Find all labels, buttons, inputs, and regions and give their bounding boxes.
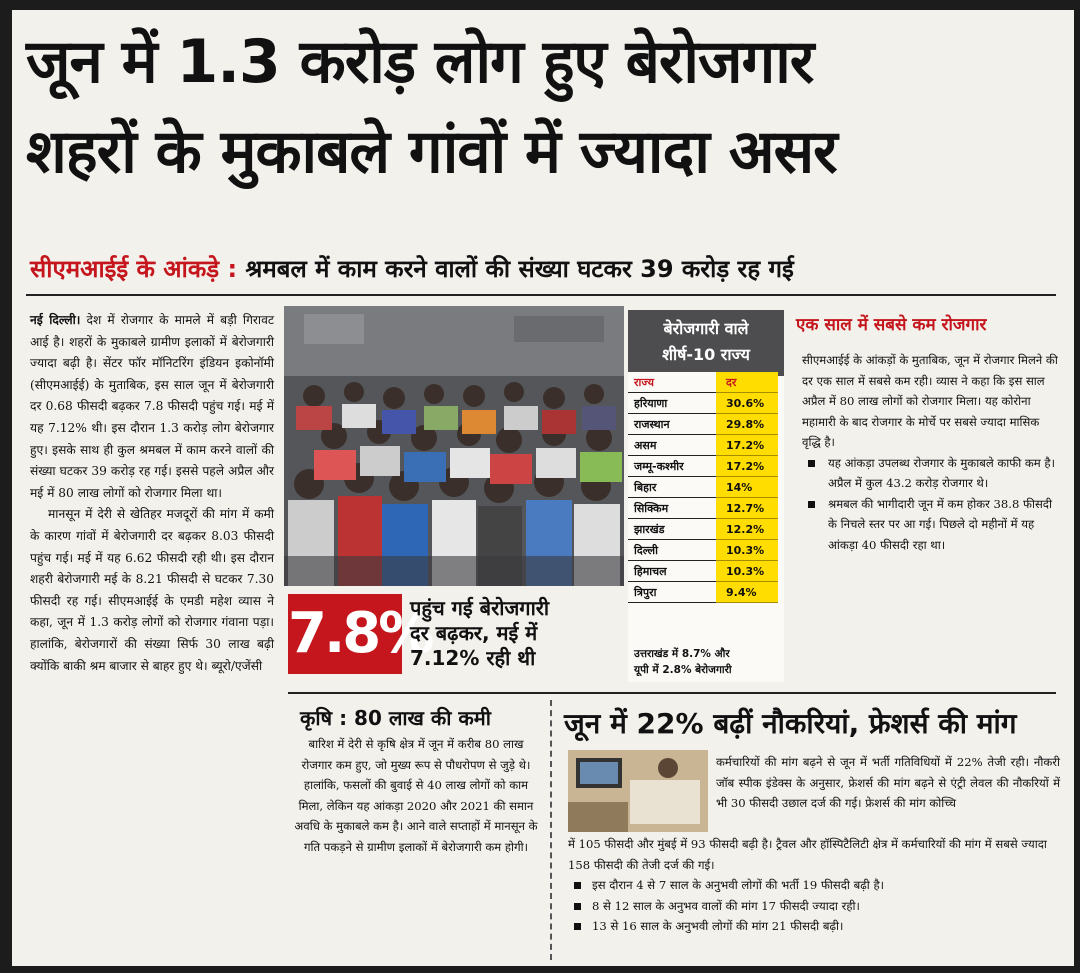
table-header-row: [628, 372, 784, 393]
rate-cell: 9.4%: [716, 582, 778, 603]
jobs-bullet-2-text: 8 से 12 साल के अनुभव वालों की मांग 17 फीसदी ज्यादा रही।: [592, 898, 860, 913]
bullet-square-icon: [574, 882, 581, 889]
rate-cell: 12.7%: [716, 498, 778, 519]
side-story-bullet-1: [802, 453, 1060, 494]
main-story-para-2: मानसून में देरी से खेतिहर मजदूरों की मांग में कमी के कारण गांवों में बेरोजगारी दर बढ़कर 8.03 फीसदी पहुंच गई। मई में यह 6.62 फीसदी रही थी। इस दौरान शहरी बेरोजगारी मई के 8.21 फीसदी से घटकर 7.30 फीसदी रह गई। सीएमआईई के एमडी महेश व्यास ने कहा, जून में 1.3 करोड़ लोगों को रोजगार गंवाना पड़ा। हालांकि, बेरोजगारों की संख्या सिर्फ 30 लाख बढ़ी क्योंकि बाकी श्रम बाजार से बाहर हुए थे। ब्यूरो/एजेंसी: [30, 507, 274, 673]
table-note-line-2: यूपी में 2.8% बेरोजगारी: [634, 664, 732, 676]
rate-cell: 10.3%: [716, 540, 778, 561]
rate-cell: 17.2%: [716, 435, 778, 456]
table-title-line-2: शीर्ष-10 राज्य: [662, 345, 750, 364]
office-illustration: [568, 750, 708, 832]
table-row: [628, 477, 784, 498]
krishi-para: बारिश में देरी से कृषि क्षेत्र में जून में करीब 80 लाख रोजगार कम हुए, जो मुख्य रूप से पौधरोपण से जुड़े थे। हालांकि, फसलों की बुवाई से 40 लाख लोगों को काम मिला, लेकिन यह आंकड़ा 2020 और 2021 की समान अवधि के मुकाबले कम है। आने वाले सप्ताहों में मानसून के गति पकड़ने से ग्रामीण इलाकों में बेरोजगारी कम होगी।: [294, 737, 538, 854]
crowd-photo: [284, 306, 624, 586]
state-cell: असम: [628, 435, 716, 456]
side-story: [802, 350, 1060, 555]
state-cell: सिक्किम: [628, 498, 716, 519]
main-story: [30, 310, 274, 677]
table-row: [628, 540, 784, 561]
headline-line-2: शहरों के मुकाबले गांवों में ज्यादा असर: [26, 117, 837, 187]
headline-line-1: जून में 1.3 करोड़ लोग हुए बेरोजगार: [26, 27, 814, 97]
dateline: नई दिल्ली।: [30, 313, 81, 327]
table-row: [628, 393, 784, 414]
state-cell: त्रिपुरा: [628, 582, 716, 603]
highlight-caption-line-1: पहुंच गई बेरोजगारी: [410, 596, 550, 620]
table-title-line-1: बेरोजगारी वाले: [663, 319, 749, 338]
side-story-title: एक साल में सबसे कम रोजगार: [796, 315, 987, 335]
top10-states-table: [628, 310, 784, 682]
side-story-bullet-1-text: यह आंकड़ा उपलब्ध रोजगार के मुकाबले काफी कम है। अप्रैल में कुल 43.2 करोड़ रोजगार थे।: [828, 455, 1055, 490]
table-body: [628, 372, 784, 603]
rate-cell: 14%: [716, 477, 778, 498]
table-note: [634, 646, 732, 678]
deck: [30, 252, 794, 285]
table-row: [628, 582, 784, 603]
bullet-square-icon: [574, 923, 581, 930]
highlight-value: 7.8%: [288, 594, 402, 674]
table-row: [628, 498, 784, 519]
column-divider: [550, 700, 552, 960]
bullet-square-icon: [808, 460, 815, 467]
bullet-square-icon: [808, 501, 815, 508]
jobs-title: जून में 22% बढ़ीं नौकरियां, फ्रेशर्स की मांग: [564, 707, 1017, 740]
crowd-illustration: [284, 306, 624, 586]
jobs-cont-para: में 105 फीसदी और मुंबई में 93 फीसदी बढ़ी है। ट्रैवल और हॉस्पिटैलिटी क्षेत्र में कर्मचारियों की मांग में सबसे ज्यादा 158 फीसदी की तेजी दर्ज की गई।: [568, 837, 1047, 872]
table-row: [628, 435, 784, 456]
side-story-para: सीएमआईई के आंकड़ों के मुताबिक, जून में रोजगार मिलने की दर एक साल में सबसे कम रही। व्यास ने कहा कि इस साल अप्रैल में 80 लाख लोगों को रोजगार मिला। यह कोरोना महामारी के बाद रोजगार के मोर्चे पर सबसे ज्यादा मासिक वृद्धि है।: [802, 353, 1058, 449]
newspaper-clipping: [12, 10, 1074, 966]
highlight-caption-line-3: 7.12% रही थी: [410, 646, 536, 670]
jobs-lead: कर्मचारियों की मांग बढ़ने से जून में भर्ती गतिविधियों में 22% तेजी रही। नौकरी जॉब स्पीक इंडेक्स के अनुसार, फ्रेशर्स की मांग बढ़ने से एंट्री लेवल की नौकरियों में भी 30 फीसदी उछाल दर्ज की गई। फ्रेशर्स की मांग कोच्चि: [716, 755, 1060, 810]
deck-text: श्रमबल में काम करने वालों की संख्या घटकर 39 करोड़ रह गई: [237, 255, 794, 283]
rate-cell: 12.2%: [716, 519, 778, 540]
main-story-text-1: देश में रोजगार के मामले में बड़ी गिरावट आई है। शहरों के मुकाबले ग्रामीण इलाकों में बेरोजगारी ज्यादा बढ़ी है। सेंटर फॉर मॉनिटरिंग इंडियन इकोनॉमी (सीएमआईई) के मुताबिक, इस साल जून में बेरोजगारी दर 0.68 फीसदी बढ़कर 7.8 फीसदी पहुंच गई। मई में यह 7.12% थी। इस दौरान 1.3 करोड़ लोग बेरोजगार हुए। इसके साथ ही कुल श्रमबल में काम करने वालों की संख्या घटकर 39 करोड़ रह गई। इससे पहले अप्रैल और मई में 80 लाख लोगों को रोजगार मिला था।: [30, 313, 274, 500]
state-cell: जम्मू-कश्मीर: [628, 456, 716, 477]
table-row: [628, 456, 784, 477]
rate-cell: 17.2%: [716, 456, 778, 477]
rate-cell: 29.8%: [716, 414, 778, 435]
state-cell: राजस्थान: [628, 414, 716, 435]
table-row: [628, 519, 784, 540]
state-cell: दिल्ली: [628, 540, 716, 561]
jobs-bullet-3-text: 13 से 16 साल के अनुभवी लोगों की मांग 21 फीसदी बढ़ी।: [592, 919, 844, 933]
lower-rule: [288, 692, 1056, 694]
krishi-story: [294, 734, 538, 857]
state-cell: बिहार: [628, 477, 716, 498]
side-story-bullet-2-text: श्रमबल की भागीदारी जून में कम होकर 38.8 फीसदी के निचले स्तर पर आ गई। पिछले दो महीनों में यह आंकड़ा 40 फीसदी रहा था।: [828, 496, 1052, 552]
rate-cell: 10.3%: [716, 561, 778, 582]
state-cell: हरियाणा: [628, 393, 716, 414]
jobs-bullet-2: [568, 896, 1060, 917]
deck-source: सीएमआईई के आंकड़े :: [30, 255, 238, 283]
table-row: [628, 561, 784, 582]
main-story-para-1: [30, 310, 274, 504]
state-cell: झारखंड: [628, 519, 716, 540]
highlight-caption-line-2: दर बढ़कर, मई में: [410, 621, 538, 645]
deck-rule: [26, 294, 1056, 296]
table-row: [628, 414, 784, 435]
krishi-title: कृषि : 80 लाख की कमी: [300, 706, 491, 730]
jobs-bullet-3: [568, 916, 1060, 937]
highlight-caption: [410, 596, 549, 671]
col-rate-header: दर: [716, 372, 778, 393]
table-title: [628, 310, 784, 376]
bullet-square-icon: [574, 903, 581, 910]
table-note-line-1: उत्तराखंड में 8.7% और: [634, 648, 730, 660]
jobs-story: [568, 834, 1060, 937]
jobs-bullet-1: [568, 875, 1060, 896]
state-cell: हिमाचल: [628, 561, 716, 582]
rate-cell: 30.6%: [716, 393, 778, 414]
office-photo: [568, 750, 708, 832]
jobs-bullet-1-text: इस दौरान 4 से 7 साल के अनुभवी लोगों की भर्ती 19 फीसदी बढ़ी है।: [592, 878, 885, 892]
side-story-bullet-2: [802, 494, 1060, 556]
col-state-header: राज्य: [628, 372, 716, 393]
